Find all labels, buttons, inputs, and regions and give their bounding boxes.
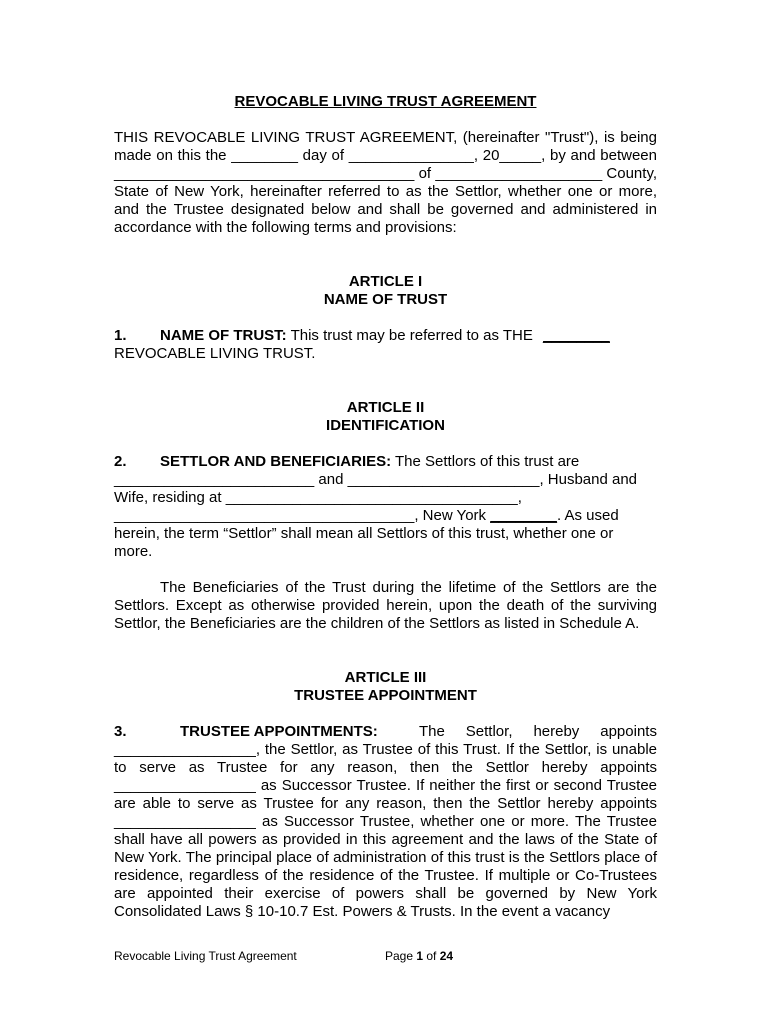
section-2-number: 2. (114, 453, 127, 470)
article-3-heading: ARTICLE III (344, 669, 427, 686)
beneficiaries-paragraph: The Beneficiaries of the Trust during the lifetime of the Settlors are the Settlors. Except as otherwise provided herein, upon the death of the surviving Settlor, the Beneficiaries are the children of the Settlors as listed in Schedule A. (114, 579, 657, 632)
article-2-heading: ARTICLE II (346, 399, 425, 416)
section-1-text-b: REVOCABLE LIVING TRUST. (114, 345, 316, 362)
document-title: REVOCABLE LIVING TRUST AGREEMENT (234, 93, 537, 110)
article-1-subheading: NAME OF TRUST (323, 291, 448, 308)
section-2-title: SETTLOR AND BENEFICIARIES: (160, 453, 392, 470)
section-2 (114, 453, 657, 561)
footer-page-number: 1 (416, 949, 424, 963)
section-1-title: NAME OF TRUST: (160, 327, 287, 344)
footer-document-name: Revocable Living Trust Agreement (114, 949, 297, 963)
footer-page-label: Page (385, 949, 417, 963)
section-1 (114, 327, 657, 363)
section-3 (114, 723, 657, 921)
section-2-line-6: more. (114, 543, 153, 560)
section-2-text-1: The Settlors of this trust are (391, 453, 580, 470)
article-2-subheading: IDENTIFICATION (326, 417, 445, 434)
section-2-line-4-tail: . As used (556, 507, 619, 524)
section-1-number: 1. (114, 327, 127, 344)
section-2-line-3: Wife, residing at ___________________________________, (114, 489, 522, 506)
footer-page-indicator (385, 948, 453, 964)
section-3-lead (114, 723, 378, 741)
section-2-line-1 (114, 453, 657, 471)
footer-of-label: of (423, 949, 440, 963)
section-1-text-a: This trust may be referred to as THE (286, 327, 538, 344)
document-body (114, 93, 657, 921)
section-2-line-4 (114, 507, 657, 525)
section-2-line-4-text: ____________________________________, New York (114, 507, 491, 524)
section-3-first-text: The Settlor, hereby appoints (419, 723, 657, 740)
article-3-subheading: TRUSTEE APPOINTMENT (294, 687, 477, 704)
section-3-first-line (114, 723, 657, 741)
intro-paragraph: THIS REVOCABLE LIVING TRUST AGREEMENT, (hereinafter "Trust"), is being made on this the ________ day of _______________, 20_____, by and between ____________________________________ of ____________________ County, State of New York, hereinafter referred to as the Settlor, whether one or more, and the Trustee designated below and shall be governed and administered in accordance with the following terms and provisions: (114, 129, 657, 236)
section-2-line-5: herein, the term “Settlor” shall mean all Settlors of this trust, whether one or (114, 525, 614, 542)
section-1-blank: ________ (543, 327, 610, 344)
section-3-text: _________________, the Settlor, as Trustee of this Trust. If the Settlor, is unable to serve as Trustee for any reason, then the Settlor hereby appoints _________________ as Successor Trustee. If neither the first or second Trustee are able to serve as Trustee for any reason, then the Settlor hereby appoints _________________ as Successor Trustee, whether one or more. The Trustee shall have all powers as provided in this agreement and the laws of the State of New York. The principal place of administration of this trust is the Settlors place of residence, regardless of the residence of the Trustee. If multiple or Co-Trustees are appointed their exercise of powers shall be governed by New York Consolidated Laws § 10-10.7 Est. Powers & Trusts. In the event a vacancy (114, 741, 657, 920)
section-3-title: TRUSTEE APPOINTMENTS: (180, 723, 378, 740)
section-3-number: 3. (114, 723, 127, 740)
article-1-heading: ARTICLE I (348, 273, 423, 290)
footer-page-total: 24 (439, 949, 454, 963)
section-2-line-2: ________________________ and _______________________, Husband and (114, 471, 638, 488)
section-2-line-4-blank: ________ (490, 507, 557, 524)
